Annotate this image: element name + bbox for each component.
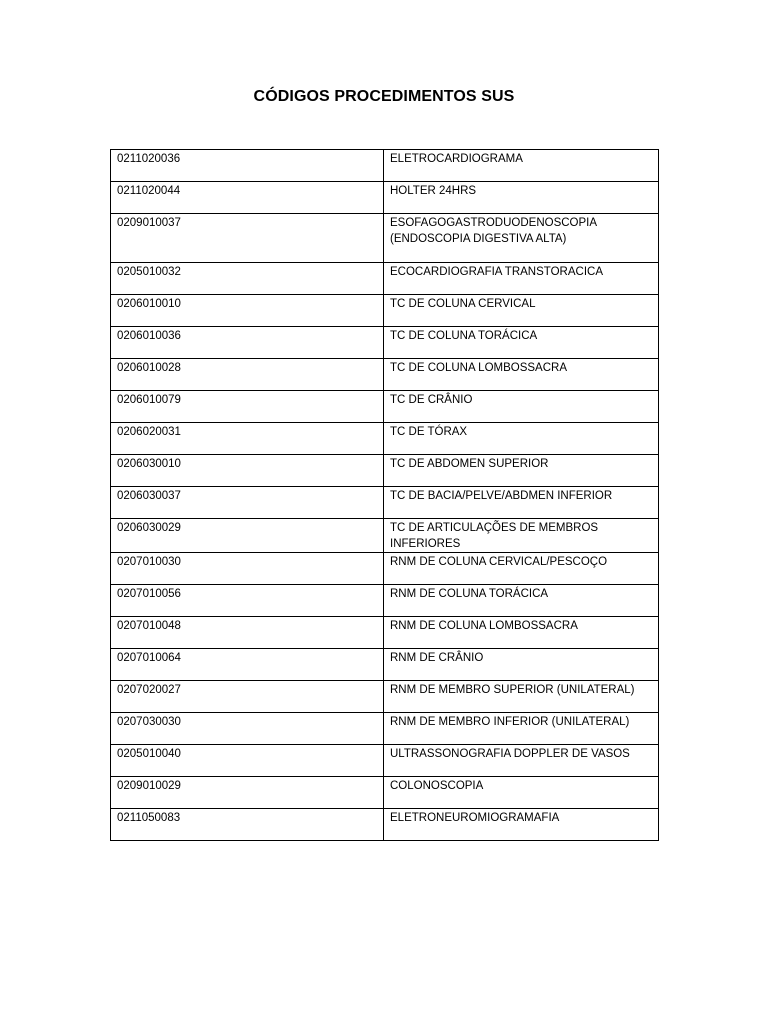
procedure-name: TC DE COLUNA LOMBOSSACRA (384, 359, 659, 391)
procedure-code: 0207010056 (111, 585, 384, 617)
procedure-name: ELETROCARDIOGRAMA (384, 150, 659, 182)
procedure-code: 0206010010 (111, 295, 384, 327)
procedure-code: 0207010030 (111, 553, 384, 585)
table-row (111, 553, 659, 585)
procedure-name: ECOCARDIOGRAFIA TRANSTORACICA (384, 263, 659, 295)
procedure-name: RNM DE MEMBRO SUPERIOR (UNILATERAL) (384, 681, 659, 713)
procedure-code: 0205010040 (111, 745, 384, 777)
table-row (111, 777, 659, 809)
table-row (111, 519, 659, 553)
procedure-name: RNM DE CRÂNIO (384, 649, 659, 681)
table-row (111, 263, 659, 295)
table-row (111, 487, 659, 519)
procedure-name: ULTRASSONOGRAFIA DOPPLER DE VASOS (384, 745, 659, 777)
procedure-code: 0211050083 (111, 809, 384, 841)
table-row (111, 423, 659, 455)
procedure-name: HOLTER 24HRS (384, 182, 659, 214)
procedure-code: 0207010064 (111, 649, 384, 681)
procedure-code: 0206010079 (111, 391, 384, 423)
procedure-code: 0206030029 (111, 519, 384, 553)
procedure-name: TC DE ARTICULAÇÕES DE MEMBROS INFERIORES (384, 519, 659, 553)
procedure-code: 0206020031 (111, 423, 384, 455)
procedure-name: TC DE TÓRAX (384, 423, 659, 455)
procedure-name: ESOFAGOGASTRODUODENOSCOPIA (ENDOSCOPIA DIGESTIVA ALTA) (384, 214, 659, 263)
table-row (111, 391, 659, 423)
table-row (111, 745, 659, 777)
procedure-name: RNM DE COLUNA CERVICAL/PESCOÇO (384, 553, 659, 585)
procedure-code: 0207030030 (111, 713, 384, 745)
procedure-name: RNM DE COLUNA LOMBOSSACRA (384, 617, 659, 649)
table-row (111, 617, 659, 649)
procedure-code: 0206010036 (111, 327, 384, 359)
document-title: CÓDIGOS PROCEDIMENTOS SUS (253, 88, 515, 105)
procedure-code: 0206010028 (111, 359, 384, 391)
procedure-name: TC DE BACIA/PELVE/ABDMEN INFERIOR (384, 487, 659, 519)
procedure-code: 0211020036 (111, 150, 384, 182)
procedure-code: 0211020044 (111, 182, 384, 214)
procedure-name: COLONOSCOPIA (384, 777, 659, 809)
procedure-name: RNM DE COLUNA TORÁCICA (384, 585, 659, 617)
table-row (111, 809, 659, 841)
procedure-code: 0205010032 (111, 263, 384, 295)
procedure-name: ELETRONEUROMIOGRAMAFIA (384, 809, 659, 841)
procedure-code: 0209010029 (111, 777, 384, 809)
procedure-name: TC DE ABDOMEN SUPERIOR (384, 455, 659, 487)
table-row (111, 295, 659, 327)
procedure-name: RNM DE MEMBRO INFERIOR (UNILATERAL) (384, 713, 659, 745)
table-row (111, 585, 659, 617)
table-row (111, 150, 659, 182)
procedure-code: 0206030010 (111, 455, 384, 487)
table-row (111, 182, 659, 214)
table-row (111, 327, 659, 359)
table-row (111, 713, 659, 745)
procedure-name: TC DE COLUNA TORÁCICA (384, 327, 659, 359)
procedure-code: 0209010037 (111, 214, 384, 263)
table-row (111, 214, 659, 263)
procedure-code: 0207020027 (111, 681, 384, 713)
procedures-table (110, 149, 659, 841)
procedure-name: TC DE CRÂNIO (384, 391, 659, 423)
table-row (111, 455, 659, 487)
procedure-name: TC DE COLUNA CERVICAL (384, 295, 659, 327)
table-row (111, 681, 659, 713)
table-row (111, 359, 659, 391)
procedure-code: 0206030037 (111, 487, 384, 519)
table-row (111, 649, 659, 681)
procedure-code: 0207010048 (111, 617, 384, 649)
